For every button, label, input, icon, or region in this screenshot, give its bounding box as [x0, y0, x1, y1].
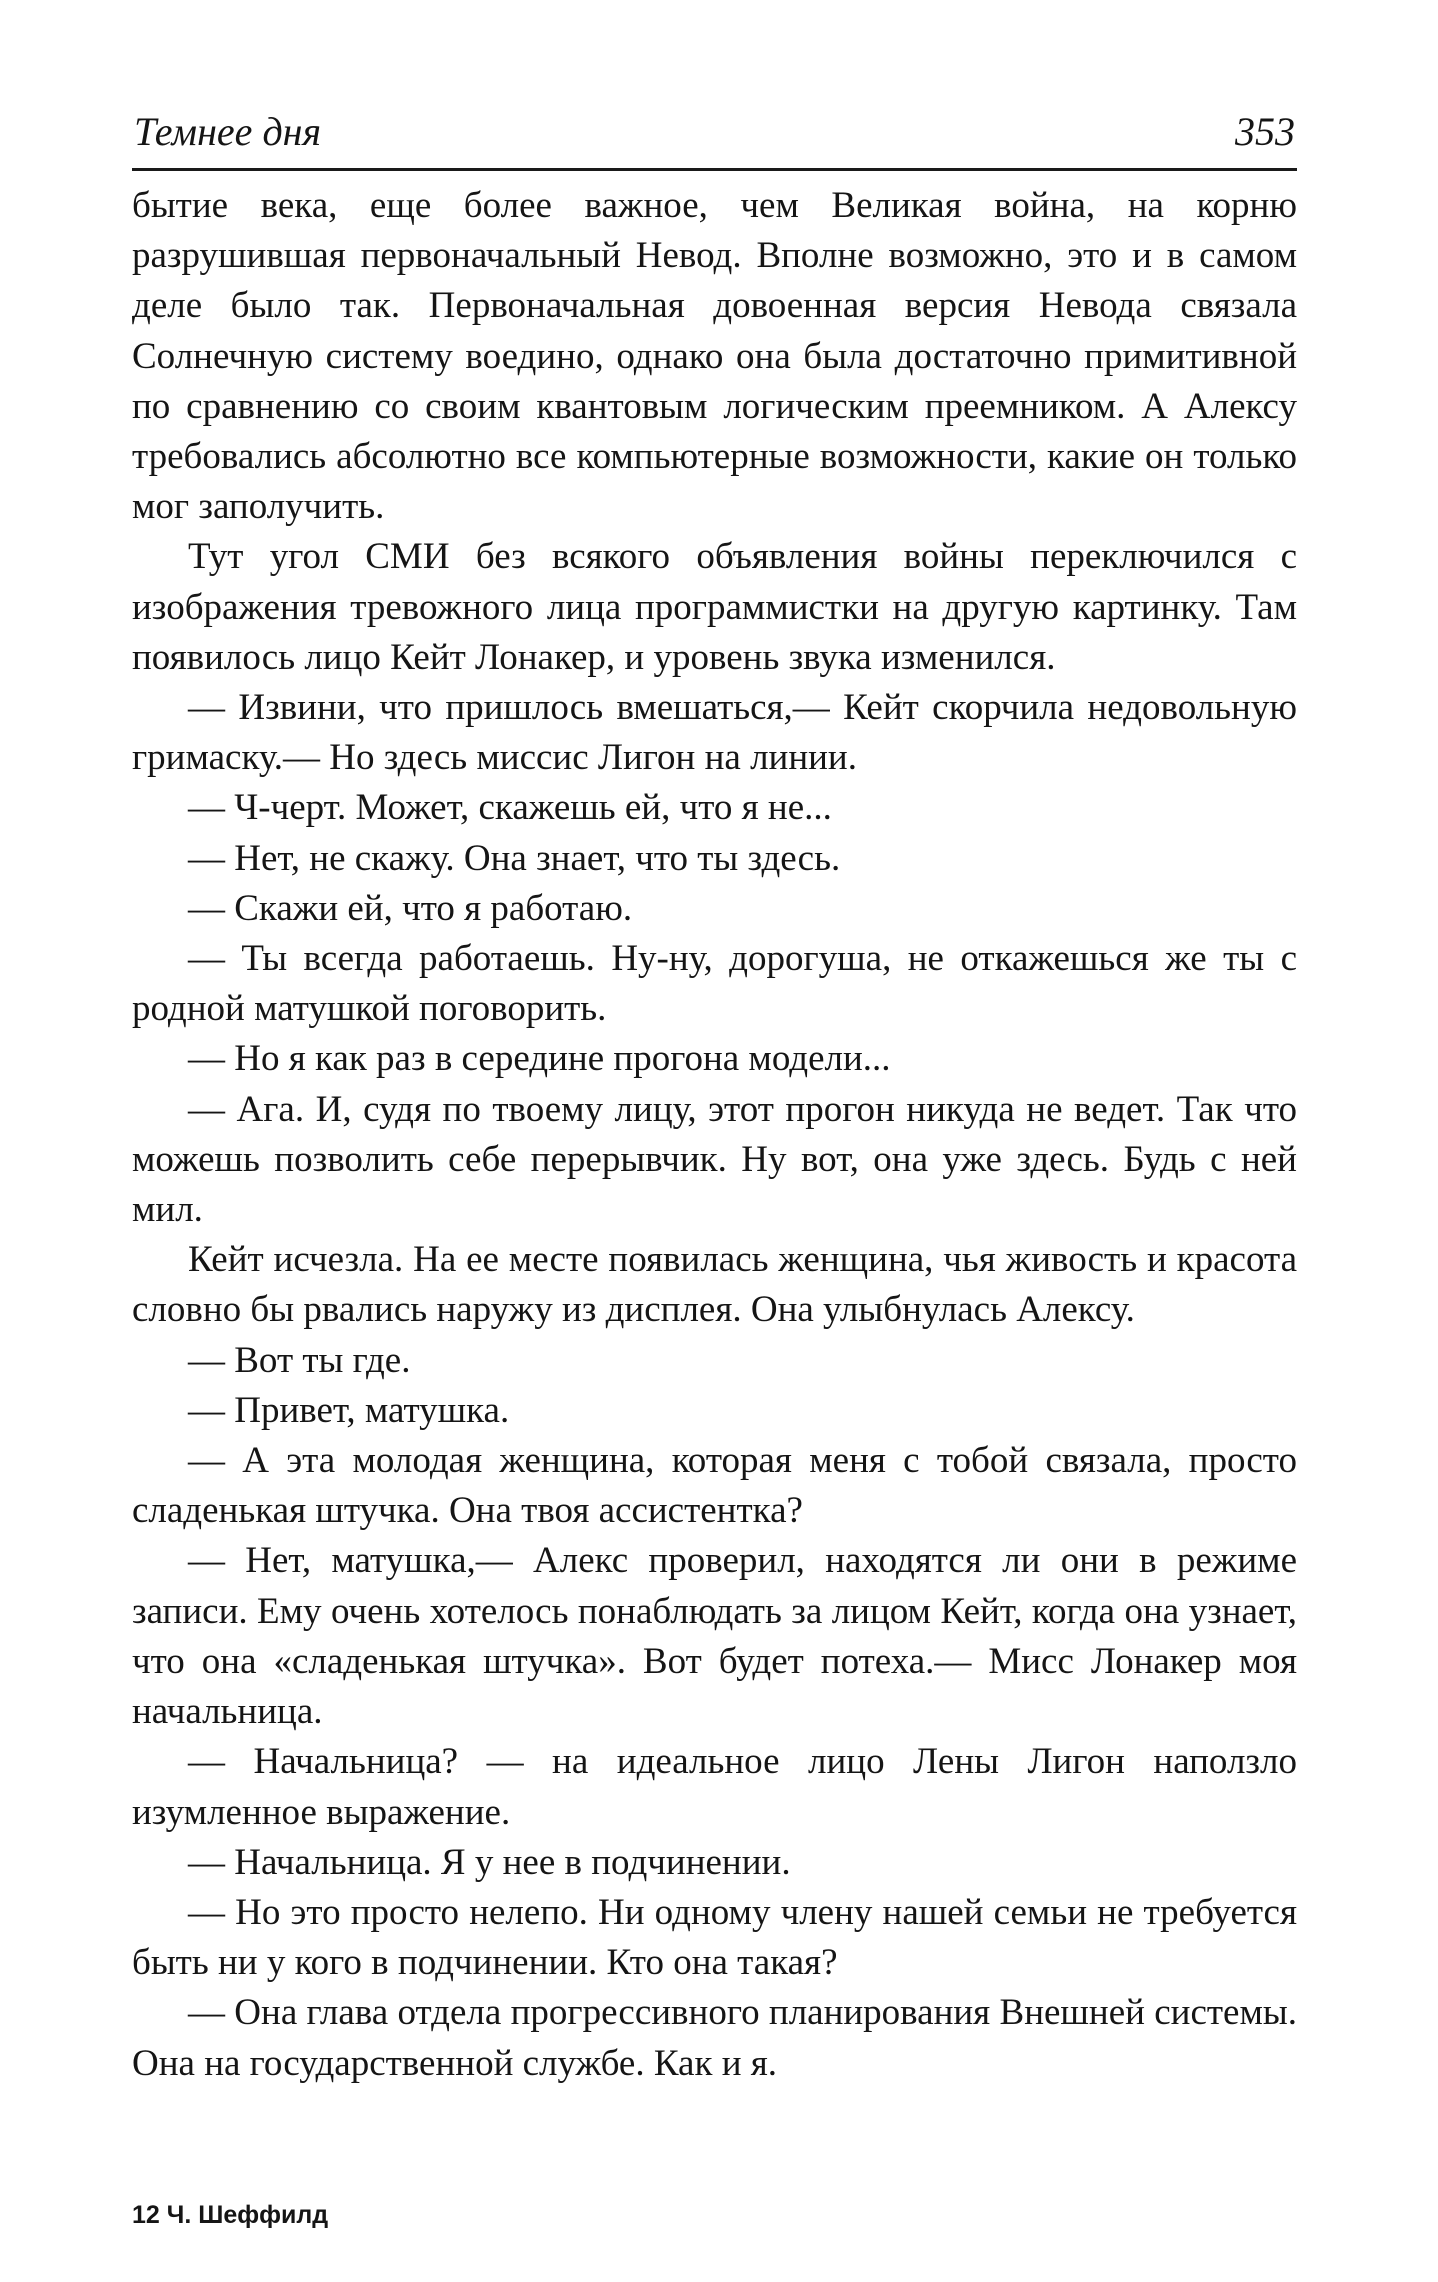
dialogue-line: — Ага. И, судя по твоему лицу, этот прогон никуда не ведет. Так что можешь позволить себе перерывчик. Ну вот, она уже здесь. Будь с ней мил. [132, 1088, 1297, 1231]
dialogue-line: — Начальница? — на идеальное лицо Лены Лигон наползло изумленное выражение. [132, 1741, 1297, 1833]
dialogue-line: — Но я как раз в середине прогона модели... [188, 1038, 891, 1080]
paragraph: Кейт исчезла. На ее месте появилась женщина, чья живость и красота словно бы рвались наружу из дисплея. Она улыбнулась Алексу. [132, 1239, 1297, 1331]
signature-mark: 12 Ч. Шеффилд [132, 2201, 329, 2229]
dialogue-line: — Нет, не скажу. Она знает, что ты здесь. [188, 837, 841, 879]
dialogue-line: — Начальница. Я у нее в подчинении. [188, 1841, 791, 1883]
dialogue-line: — Ты всегда работаешь. Ну-ну, дорогуша, не откажешься же ты с родной матушкой поговорить. [132, 938, 1297, 1030]
dialogue-line: — Извини, что пришлось вмешаться,— Кейт скорчила недовольную гримаску.— Но здесь миссис Лигон на линии. [132, 687, 1297, 779]
running-title: Темнее дня [134, 109, 322, 154]
paragraph: Тут угол СМИ без всякого объявления войны переключился с изображения тревожного лица программистки на другую картинку. Там появилось лицо Кейт Лонакер, и уровень звука изменился. [132, 536, 1297, 678]
dialogue-line: — Вот ты где. [188, 1339, 411, 1381]
page-number: 353 [1235, 109, 1295, 154]
book-page [132, 108, 1297, 2089]
dialogue-line: — Привет, матушка. [188, 1389, 510, 1431]
running-header [132, 108, 1297, 171]
dialogue-line: — Она глава отдела прогрессивного планирования Внешней системы. Она на государственной службе. Как и я. [132, 1992, 1297, 2084]
dialogue-line: — Ч-черт. Может, скажешь ей, что я не... [188, 787, 832, 829]
dialogue-line: — А эта молодая женщина, которая меня с тобой связала, просто сладенькая штучка. Она твоя ассистентка? [132, 1440, 1297, 1532]
dialogue-line: — Но это просто нелепо. Ни одному члену нашей семьи не требуется быть ни у кого в подчинении. Кто она такая? [132, 1891, 1297, 1984]
paragraph: бытие века, еще более важное, чем Великая война, на корню разрушившая первоначальный Невод. Вполне возможно, это и в самом деле было так. Первоначальная довоенная версия Невода связала Солнечную систему воедино, однако она была достаточно примитивной по сравнению со своим квантовым логическим преемником. А Алексу требовались абсолютно все компьютерные возможности, какие он только мог заполучить. [132, 185, 1297, 528]
dialogue-line: — Скажи ей, что я работаю. [188, 887, 633, 929]
body-text [132, 181, 1297, 2089]
dialogue-line: — Нет, матушка,— Алекс проверил, находятся ли они в режиме записи. Ему очень хотелось понаблюдать за лицом Кейт, когда она узнает, что она «сладенькая штучка». Вот будет потеха.— Мисс Лонакер моя начальница. [132, 1540, 1297, 1733]
